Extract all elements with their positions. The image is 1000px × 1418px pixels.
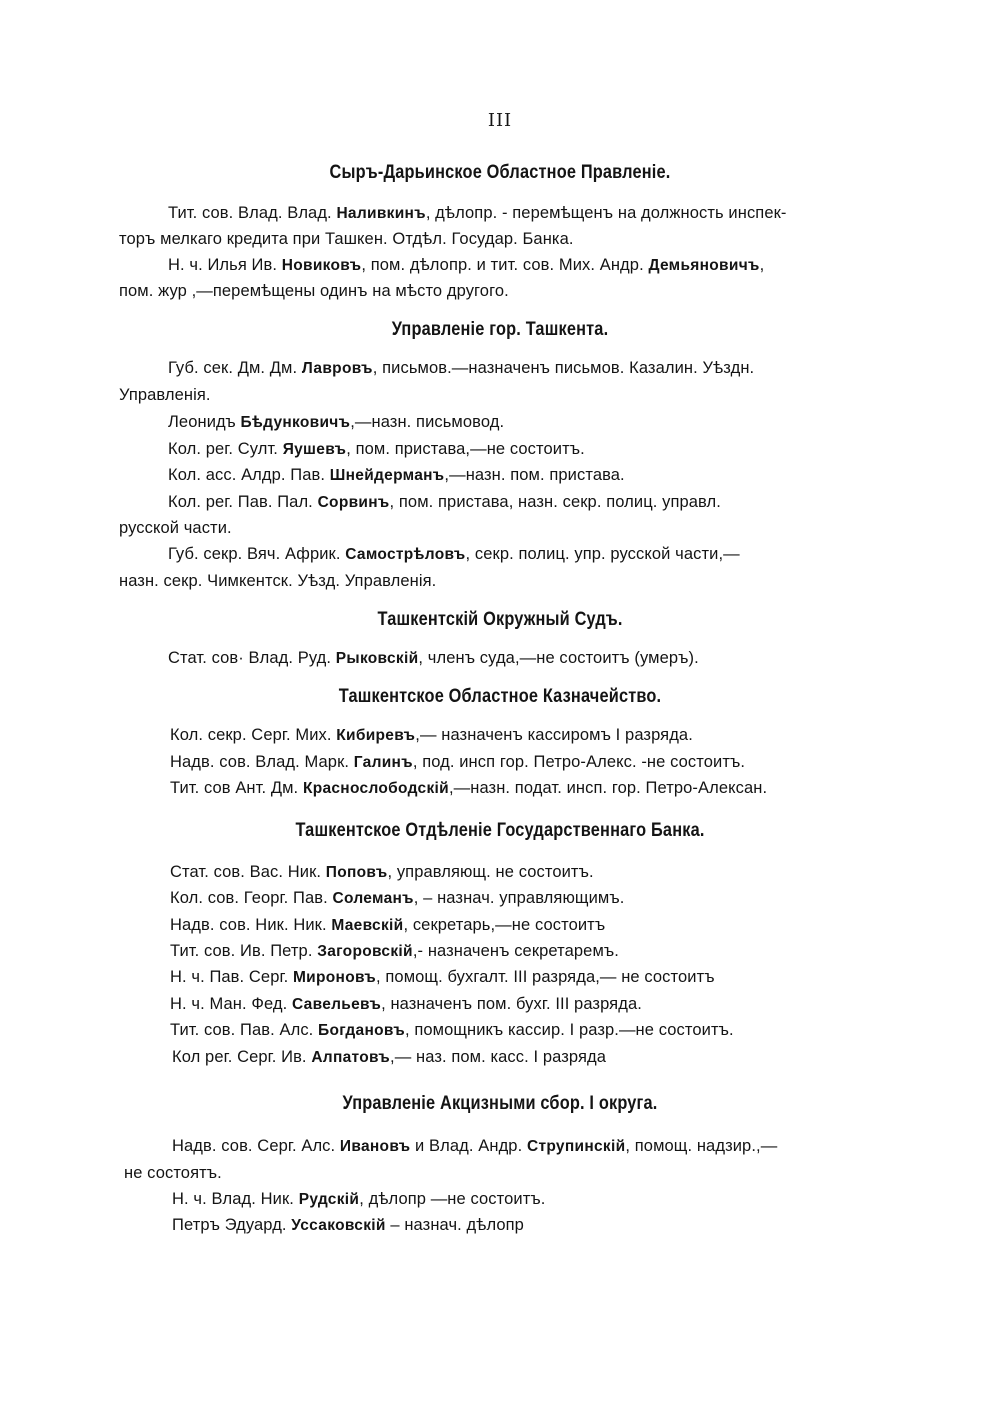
- text-line: Н. ч. Илья Ив. Новиковъ, пом. дѣлопр. и тит. сов. Мих. Андр. Демьяновичъ,: [168, 256, 765, 274]
- text-line: Тит. сов. Ив. Петр. Загоровскій,- назначенъ секретаремъ.: [170, 942, 619, 960]
- person-name: Демьяновичъ: [648, 257, 760, 274]
- text-line: Тит. сов. Пав. Алс. Богдановъ, помощникъ кассир. I разр.—не состоитъ.: [170, 1021, 734, 1039]
- person-name: Кибиревъ: [336, 727, 416, 744]
- text-line: Стат. сов· Влад. Руд. Рыковскій, членъ суда,—не состоитъ (умеръ).: [168, 649, 699, 667]
- section-heading: Ташкентскій Окружный Судъ.: [377, 609, 623, 630]
- text-line: Кол. рег. Пав. Пал. Сорвинъ, пом. пристава, назн. секр. полиц. управл.: [168, 493, 721, 511]
- text-line: Тит. сов. Влад. Влад. Наливкинъ, дѣлопр. - перемѣщенъ на должность инспек-: [168, 204, 787, 222]
- section-heading: Ташкентское Отдѣленіе Государственнаго Банка.: [295, 820, 705, 841]
- person-name: Уссаковскій: [291, 1217, 386, 1234]
- section-heading: Управленіе Акцизными сбор. I округа.: [342, 1093, 658, 1114]
- person-name: Загоровскій: [317, 943, 413, 960]
- person-name: Сорвинъ: [317, 494, 390, 511]
- page-number: III: [487, 110, 513, 131]
- text-line: пом. жур ,—перемѣщены одинъ на мѣсто другого.: [119, 282, 509, 300]
- person-name: Наливкинъ: [336, 205, 426, 222]
- text-line: русской части.: [119, 519, 232, 537]
- text-line: Н. ч. Влад. Ник. Рудскій, дѣлопр —не состоитъ.: [172, 1190, 546, 1208]
- text-line: Кол. асс. Алдр. Пав. Шнейдерманъ,—назн. пом. пристава.: [168, 466, 625, 484]
- text-line: Надв. сов. Серг. Алс. Ивановъ и Влад. Андр. Струпинскій, помощ. надзир.,—: [172, 1137, 778, 1155]
- text-line: Кол. секр. Серг. Мих. Кибиревъ,— назначенъ кассиромъ I разряда.: [170, 726, 693, 744]
- person-name: Савельевъ: [292, 996, 382, 1013]
- section-heading: Управленіе гор. Ташкента.: [391, 319, 609, 340]
- person-name: Новиковъ: [281, 257, 362, 274]
- text-line: Н. ч. Пав. Серг. Мироновъ, помощ. бухгалт. III разряда,— не состоитъ: [170, 968, 715, 986]
- text-line: Надв. сов. Влад. Марк. Галинъ, под. инсп гор. Петро-Алекс. -не состоитъ.: [170, 753, 746, 771]
- person-name: Богдановъ: [318, 1022, 405, 1039]
- person-name: Шнейдерманъ: [329, 467, 445, 484]
- text-line: Управленія.: [119, 386, 211, 404]
- section-heading: Сыръ-Дарьинское Областное Правленіе.: [329, 162, 671, 183]
- text-line: не состоятъ.: [124, 1164, 222, 1182]
- text-line: Петръ Эдуард. Уссаковскій – назнач. дѣлопр: [172, 1216, 524, 1234]
- text-line: Стат. сов. Вас. Ник. Поповъ, управляющ. не состоитъ.: [170, 863, 594, 881]
- text-line: Кол. сов. Георг. Пав. Солеманъ, – назнач. управляющимъ.: [170, 889, 625, 907]
- text-line: Надв. сов. Ник. Ник. Маевскій, секретарь,—не состоитъ: [170, 916, 606, 934]
- text-line: Кол. рег. Султ. Яушевъ, пом. пристава,—не состоитъ.: [168, 440, 585, 458]
- person-name: Бѣдунковичъ: [240, 414, 351, 431]
- person-name: Рудскій: [298, 1191, 360, 1208]
- person-name: Солеманъ: [332, 890, 414, 907]
- text-line: торъ мелкаго кредита при Ташкен. Отдѣл. Государ. Банка.: [119, 230, 574, 248]
- person-name: Струпинскій: [526, 1138, 626, 1155]
- person-name: Мироновъ: [292, 969, 377, 986]
- person-name: Самострѣловъ: [345, 546, 466, 563]
- text-line: Н. ч. Ман. Фед. Савельевъ, назначенъ пом. бухг. III разряда.: [170, 995, 642, 1013]
- text-line: назн. секр. Чимкентск. Уѣзд. Управленія.: [119, 572, 437, 590]
- text-line: Губ. секр. Вяч. Африк. Самострѣловъ, секр. полиц. упр. русской части,—: [168, 545, 740, 563]
- person-name: Галинъ: [353, 754, 413, 771]
- person-name: Яушевъ: [282, 441, 347, 458]
- text-line: Губ. сек. Дм. Дм. Лавровъ, письмов.—назначенъ письмов. Казалин. Уѣздн.: [168, 359, 755, 377]
- person-name: Краснослободскій: [302, 780, 449, 797]
- person-name: Поповъ: [325, 864, 388, 881]
- person-name: Рыковскій: [335, 650, 419, 667]
- person-name: Маевскій: [331, 917, 404, 934]
- text-line: Кол рег. Серг. Ив. Алпатовъ,— наз. пом. касс. I разряда: [172, 1048, 607, 1066]
- text-line: Леонидъ Бѣдунковичъ,—назн. письмовод.: [168, 413, 505, 431]
- text-line: Тит. сов Ант. Дм. Краснослободскій,—назн. подат. инсп. гор. Петро-Алексан.: [170, 779, 768, 797]
- person-name: Алпатовъ: [311, 1049, 391, 1066]
- section-heading: Ташкентское Областное Казначейство.: [338, 686, 662, 707]
- person-name: Ивановъ: [339, 1138, 411, 1155]
- person-name: Лавровъ: [301, 360, 373, 377]
